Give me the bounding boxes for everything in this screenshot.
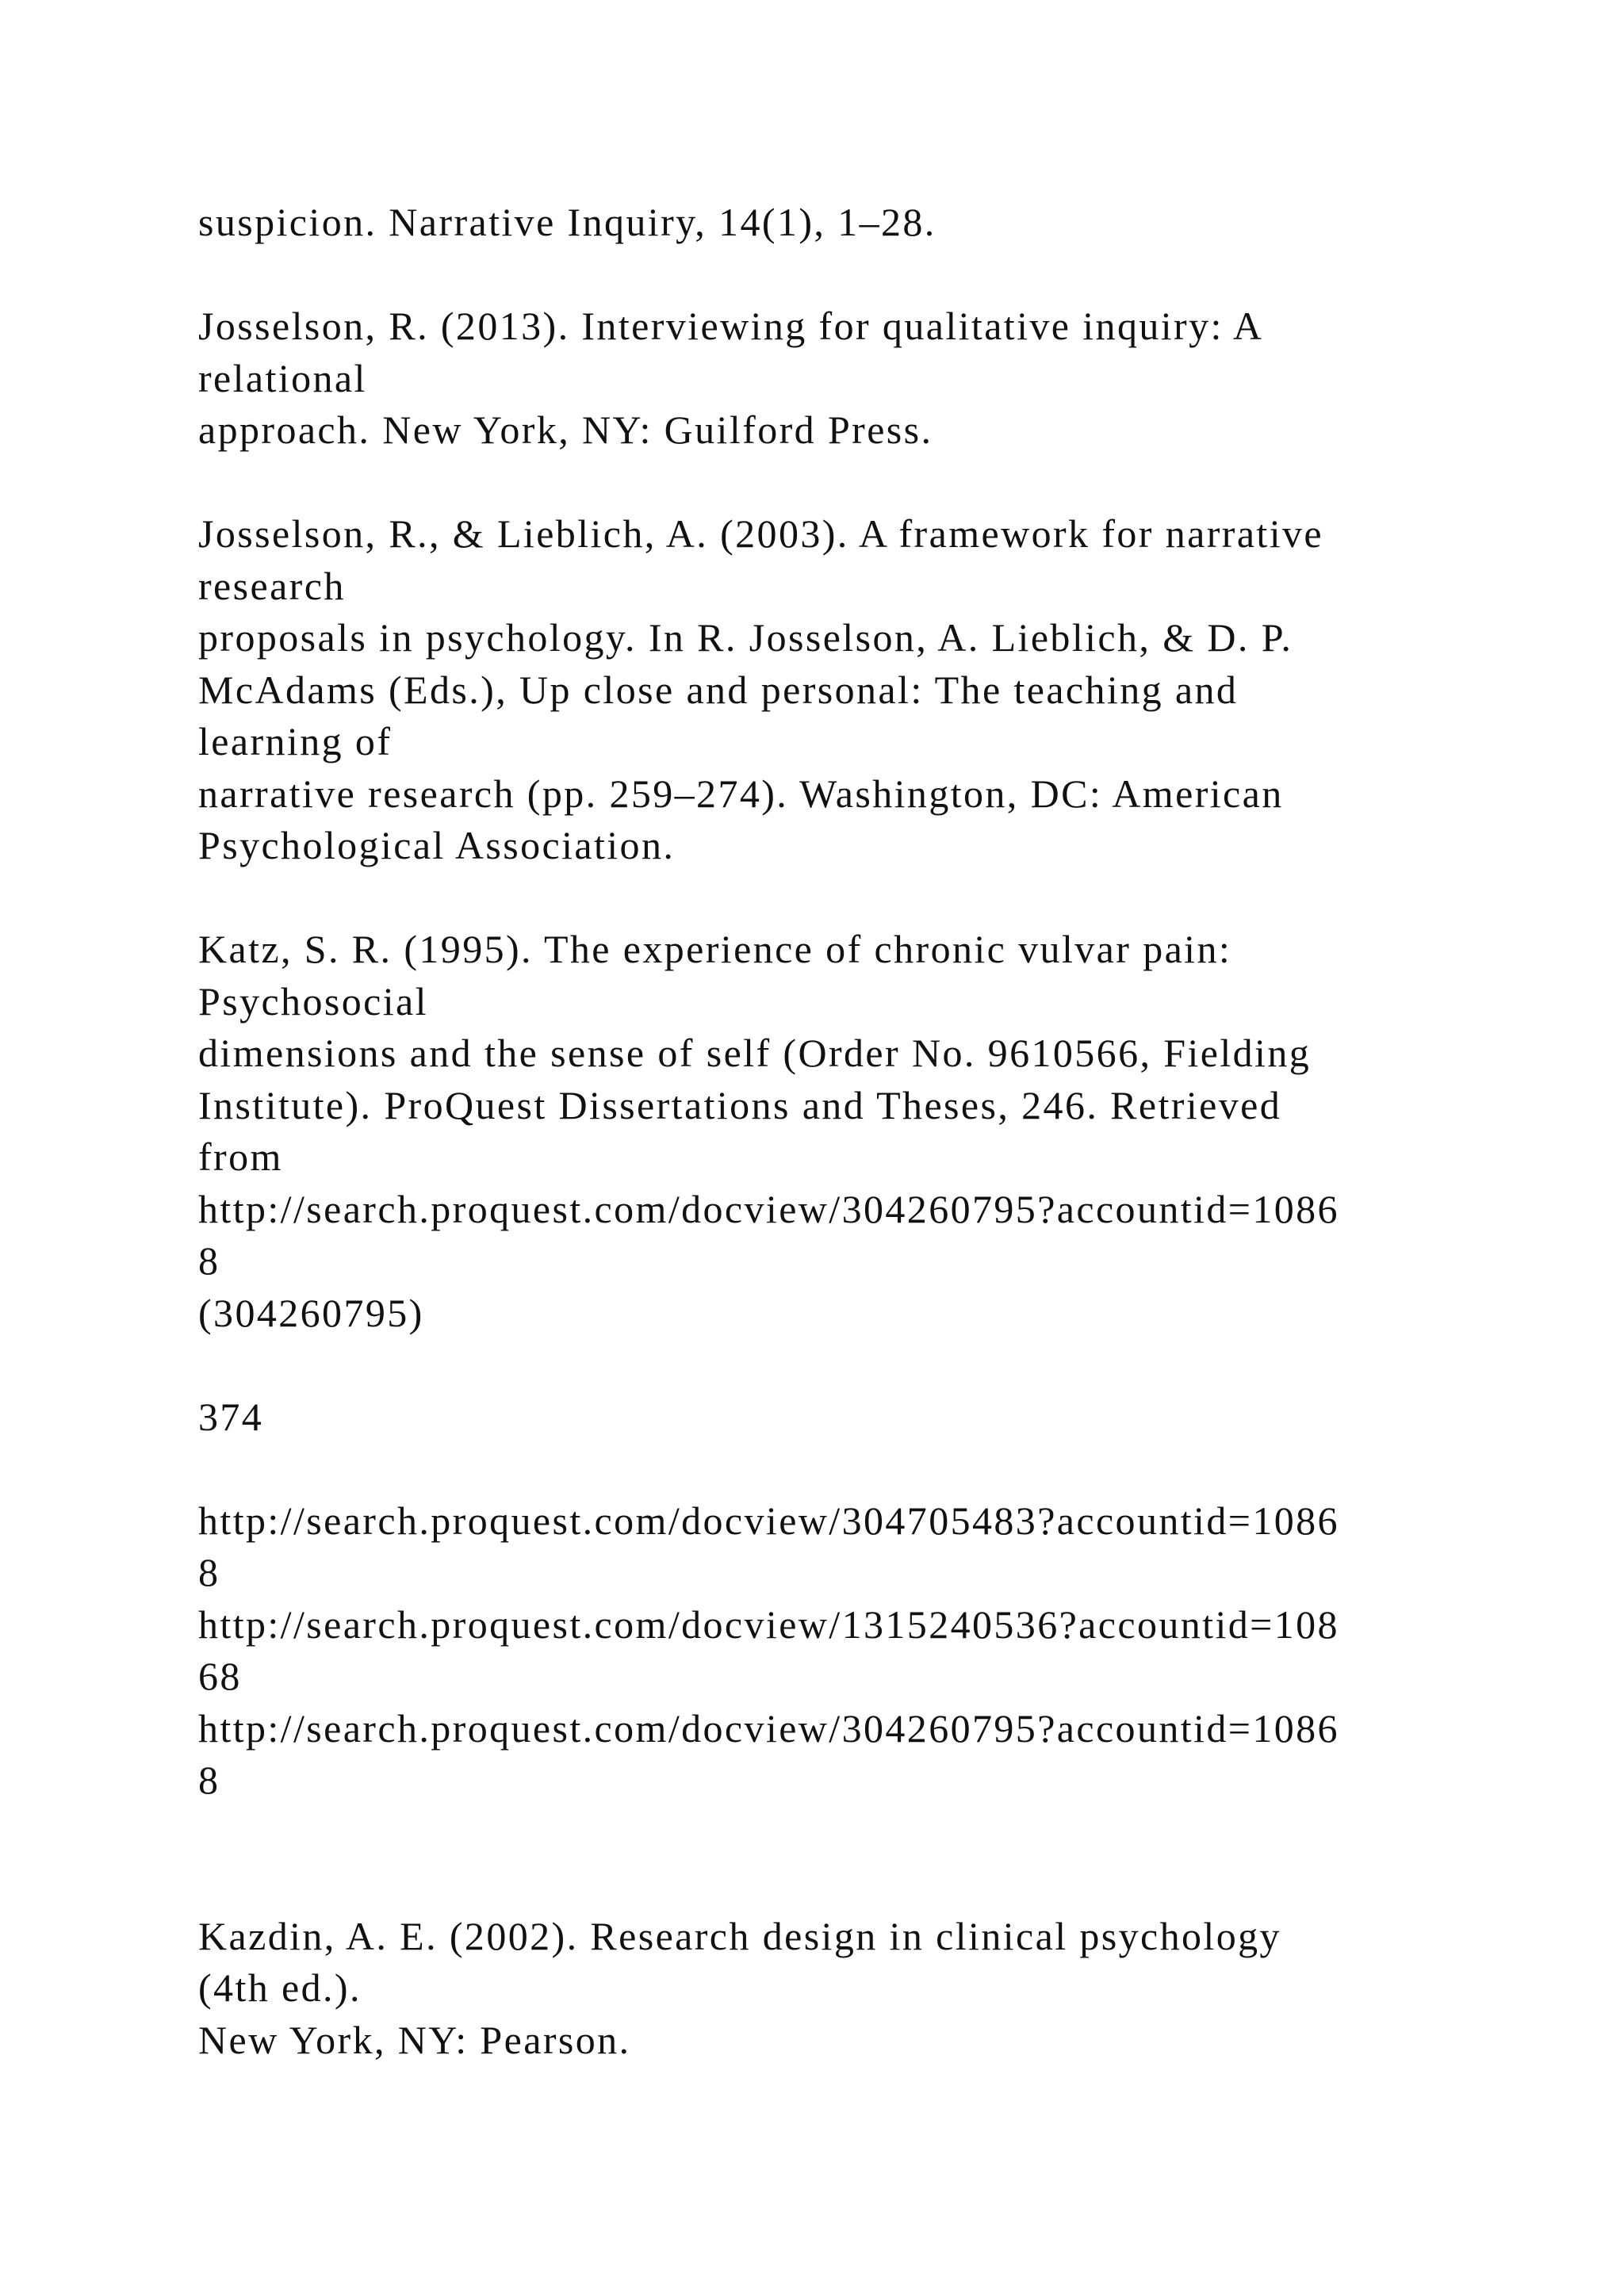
text-line: narrative research (pp. 259–274). Washington, DC: American [198, 771, 1284, 816]
text-line: Josselson, R. (2013). Interviewing for qualitative inquiry: A [198, 304, 1264, 348]
url-line: 8 [198, 1758, 220, 1802]
text-line: learning of [198, 719, 393, 763]
url-line: 8 [198, 1550, 220, 1594]
text-line: Psychosocial [198, 978, 428, 1024]
text-line: Institute). ProQuest Dissertations and Theses, 246. Retrieved [198, 1082, 1282, 1127]
blank-line [198, 457, 1546, 509]
text-line: dimensions and the sense of self (Order No. 9610566, Fielding [198, 1031, 1312, 1075]
blank-line [198, 1339, 1546, 1391]
text-line: Kazdin, A. E. (2002). Research design in clinical psychology [198, 1913, 1281, 1958]
text-line: Josselson, R., & Lieblich, A. (2003). A framework for narrative [198, 511, 1323, 556]
text-line: suspicion. Narrative Inquiry, 14(1), 1–28. [198, 200, 936, 244]
text-line: New York, NY: Pearson. [198, 2017, 631, 2062]
text-line: approach. New York, NY: Guilford Press. [198, 408, 933, 452]
url-line: 68 [198, 1654, 242, 1698]
url-line: 8 [198, 1238, 220, 1283]
blank-line [198, 1858, 1546, 1911]
url-line: http://search.proquest.com/docview/1315240536?accountid=108 [198, 1601, 1339, 1647]
text-line: (304260795) [198, 1290, 424, 1335]
url-line: http://search.proquest.com/docview/304705483?accountid=1086 [198, 1498, 1339, 1543]
url-line: http://search.proquest.com/docview/304260795?accountid=1086 [198, 1186, 1339, 1231]
blank-line [198, 1443, 1546, 1495]
text-line: Psychological Association. [198, 823, 676, 867]
url-line: http://search.proquest.com/docview/304260795?accountid=1086 [198, 1705, 1339, 1751]
blank-line [198, 249, 1546, 301]
text-line: from [198, 1135, 283, 1179]
document-page [198, 197, 1546, 2066]
blank-line [198, 1807, 1546, 1859]
text-line: relational [198, 355, 367, 400]
text-line: proposals in psychology. In R. Josselson, A. Lieblich, & D. P. [198, 615, 1293, 660]
text-line: Katz, S. R. (1995). The experience of chronic vulvar pain: [198, 927, 1232, 971]
blank-line [198, 872, 1546, 924]
text-line: (4th ed.). [198, 1965, 362, 2010]
page-number: 374 [198, 1394, 264, 1439]
text-line: research [198, 563, 346, 608]
text-line: McAdams (Eds.), Up close and personal: The teaching and [198, 667, 1239, 712]
